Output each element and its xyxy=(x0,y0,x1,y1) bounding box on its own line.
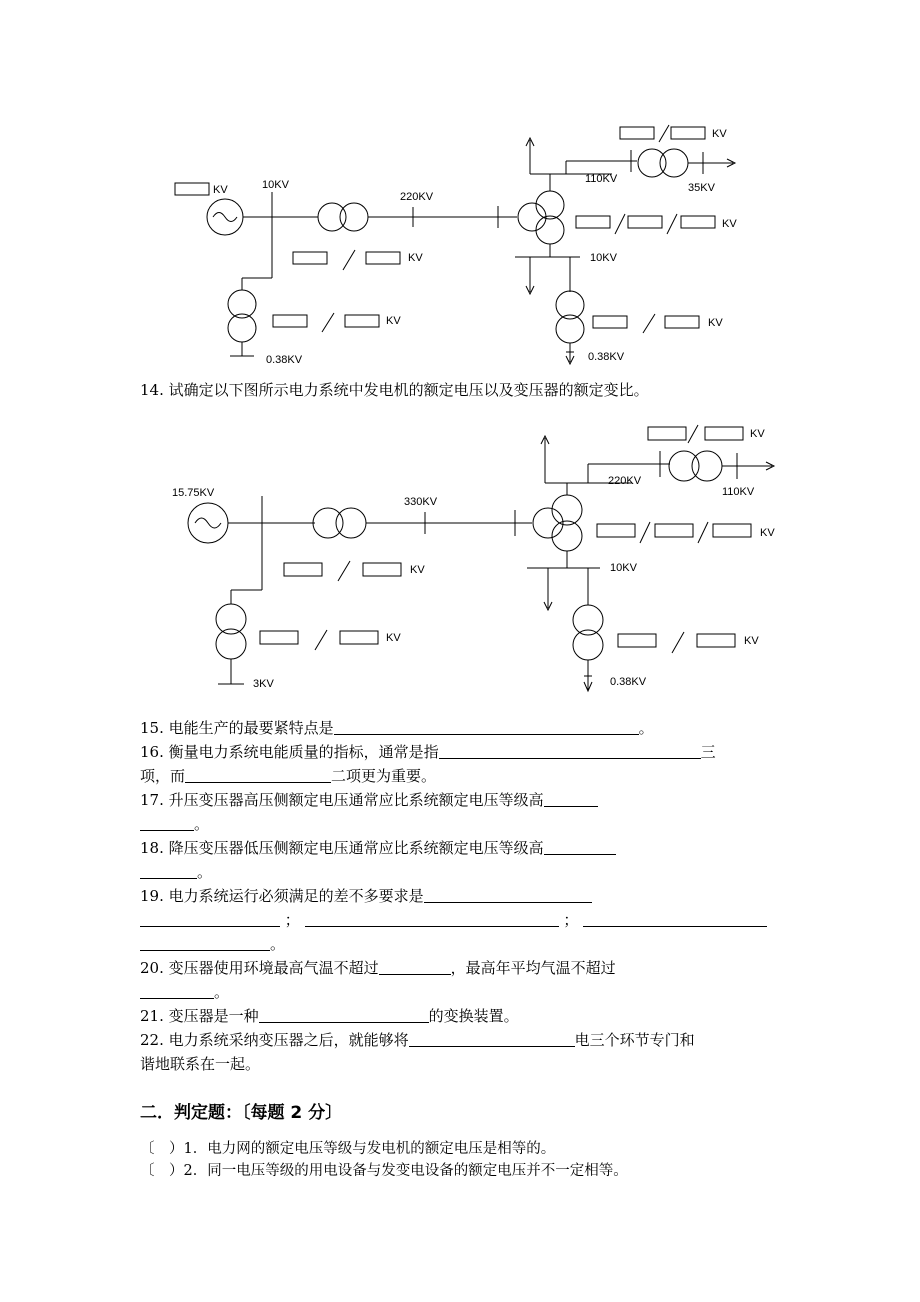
three-winding-transformer xyxy=(518,203,546,231)
q15-blank[interactable] xyxy=(334,719,639,735)
t2-unit: KV xyxy=(386,315,401,327)
t3-ratio-box-3[interactable] xyxy=(681,216,715,228)
generator-sine-icon-2 xyxy=(195,518,221,528)
bus-low-left-label: 0.38KV xyxy=(266,354,303,366)
q18-blank[interactable] xyxy=(544,839,616,855)
q18-blank-cont[interactable] xyxy=(140,863,197,879)
t3b-ratio-box-1[interactable] xyxy=(597,524,635,537)
t4-unit: KV xyxy=(712,128,727,140)
transformer-t4 xyxy=(638,149,666,177)
answer-bracket-2[interactable]: 〔 ） xyxy=(140,1163,184,1179)
gen-voltage-box[interactable] xyxy=(175,183,209,195)
t5-unit: KV xyxy=(708,317,723,329)
t4b-ratio-box-2[interactable] xyxy=(705,427,743,440)
t5-ratio-box-2[interactable] xyxy=(665,316,699,328)
t1-ratio-box-2[interactable] xyxy=(366,252,400,264)
diagram-2 xyxy=(0,410,920,710)
t2-ratio-box-1[interactable] xyxy=(273,315,307,327)
bus2-low-right-label: 0.38KV xyxy=(610,676,647,688)
t4b-ratio-box-1[interactable] xyxy=(648,427,686,440)
t1b-unit: KV xyxy=(410,564,425,576)
bus-mid-label: 10KV xyxy=(590,252,617,264)
question-20: 20. 变压器使用环境最高气温不超过 ，最高年平均气温不超过 xyxy=(140,959,616,977)
t5-ratio-box-1[interactable] xyxy=(593,316,627,328)
t3-unit: KV xyxy=(722,218,737,230)
q19-blank-4[interactable] xyxy=(583,911,767,927)
generator-sine-icon xyxy=(213,213,237,222)
t4-ratio-box-1[interactable] xyxy=(620,127,654,139)
question-19-end: 。 xyxy=(140,932,285,956)
t5b-unit: KV xyxy=(744,635,759,647)
q19-blank-3[interactable] xyxy=(305,911,559,927)
q19-blank-5[interactable] xyxy=(140,935,270,951)
question-19: 19. 电力系统运行必须满足的差不多要求是 xyxy=(140,884,592,908)
gen-unit-label: KV xyxy=(213,184,228,196)
q17-blank-cont[interactable] xyxy=(140,815,194,831)
transformer-2-t1 xyxy=(313,508,343,538)
t2-ratio-box-2[interactable] xyxy=(345,315,379,327)
question-17-cont: 。 xyxy=(140,812,209,836)
question-20-cont: 。 xyxy=(140,980,229,1004)
bus-low-right-label: 0.38KV xyxy=(588,351,625,363)
t3-ratio-box-1[interactable] xyxy=(576,216,610,228)
question-21: 21. 变压器是一种 的变换装置。 xyxy=(140,1007,519,1025)
diagram-1 xyxy=(0,0,920,380)
q16-blank-1[interactable] xyxy=(439,743,701,759)
t4-ratio-box-2[interactable] xyxy=(671,127,705,139)
q22-blank[interactable] xyxy=(409,1031,575,1047)
bus-right-label: 35KV xyxy=(688,182,715,194)
q16-blank-2[interactable] xyxy=(185,767,331,783)
line-label: 220KV xyxy=(400,191,434,203)
bus2-low-left-label: 3KV xyxy=(253,678,274,690)
answer-bracket-1[interactable]: 〔 ） xyxy=(140,1141,184,1157)
t5b-ratio-box-2[interactable] xyxy=(697,634,735,647)
bus2-mid-label: 10KV xyxy=(610,562,637,574)
t3b-ratio-box-2[interactable] xyxy=(655,524,693,537)
question-16-cont: 项，而 二项更为重要。 xyxy=(140,767,437,785)
gen2-label: 15.75KV xyxy=(172,487,215,499)
q19-blank-1[interactable] xyxy=(424,887,592,903)
judge-item-2: 〔 ）2．同一电压等级的用电设备与发变电设备的额定电压并不一定相等。 xyxy=(140,1163,628,1179)
question-15: 15. 电能生产的最要紧特点是 。 xyxy=(140,719,654,737)
t1-ratio-box-1[interactable] xyxy=(293,252,327,264)
t2b-ratio-box-2[interactable] xyxy=(340,631,378,644)
transformer-2-t4 xyxy=(669,451,699,481)
t1b-ratio-box-1[interactable] xyxy=(284,563,322,576)
t3-ratio-box-2[interactable] xyxy=(628,216,662,228)
t1b-ratio-box-2[interactable] xyxy=(363,563,401,576)
t2b-ratio-box-1[interactable] xyxy=(260,631,298,644)
t2b-unit: KV xyxy=(386,632,401,644)
question-19-cont: ； ； xyxy=(140,908,767,932)
t1-unit: KV xyxy=(408,252,423,264)
question-18: 18. 降压变压器低压侧额定电压通常应比系统额定电压等级高 xyxy=(140,836,616,860)
transformer-t1 xyxy=(318,203,346,231)
question-16: 16. 衡量电力系统电能质量的指标，通常是指 三 xyxy=(140,743,716,761)
t5b-ratio-box-1[interactable] xyxy=(618,634,656,647)
q21-blank[interactable] xyxy=(259,1007,429,1023)
bus2-right-label: 110KV xyxy=(722,486,755,498)
judge-item-1: 〔 ）1．电力网的额定电压等级与发电机的额定电压是相等的。 xyxy=(140,1141,556,1157)
question-22-cont: 谐地联系在一起。 xyxy=(140,1055,261,1073)
t3b-ratio-box-3[interactable] xyxy=(713,524,751,537)
line2-label: 330KV xyxy=(404,496,438,508)
q20-blank-1[interactable] xyxy=(379,959,451,975)
bus2-top-label: 220KV xyxy=(608,475,642,487)
q17-blank[interactable] xyxy=(544,791,598,807)
q20-blank-2[interactable] xyxy=(140,983,214,999)
question-17: 17. 升压变压器高压侧额定电压通常应比系统额定电压等级高 xyxy=(140,788,598,812)
q19-blank-2[interactable] xyxy=(140,911,280,927)
section-2-title: 二．判定题：〔每题 2 分〕 xyxy=(140,1103,343,1123)
question-18-cont: 。 xyxy=(140,860,212,884)
t4b-unit: KV xyxy=(750,428,765,440)
bus-top-label: 110KV xyxy=(585,173,618,185)
bus1-label: 10KV xyxy=(262,179,289,191)
t3b-unit: KV xyxy=(760,527,775,539)
question-22: 22. 电力系统采纳变压器之后，就能够将 电三个环节专门和 xyxy=(140,1031,695,1049)
three-winding-transformer-2 xyxy=(533,508,563,538)
question-14: 14. 试确定以下图所示电力系统中发电机的额定电压以及变压器的额定变比。 xyxy=(140,381,649,399)
